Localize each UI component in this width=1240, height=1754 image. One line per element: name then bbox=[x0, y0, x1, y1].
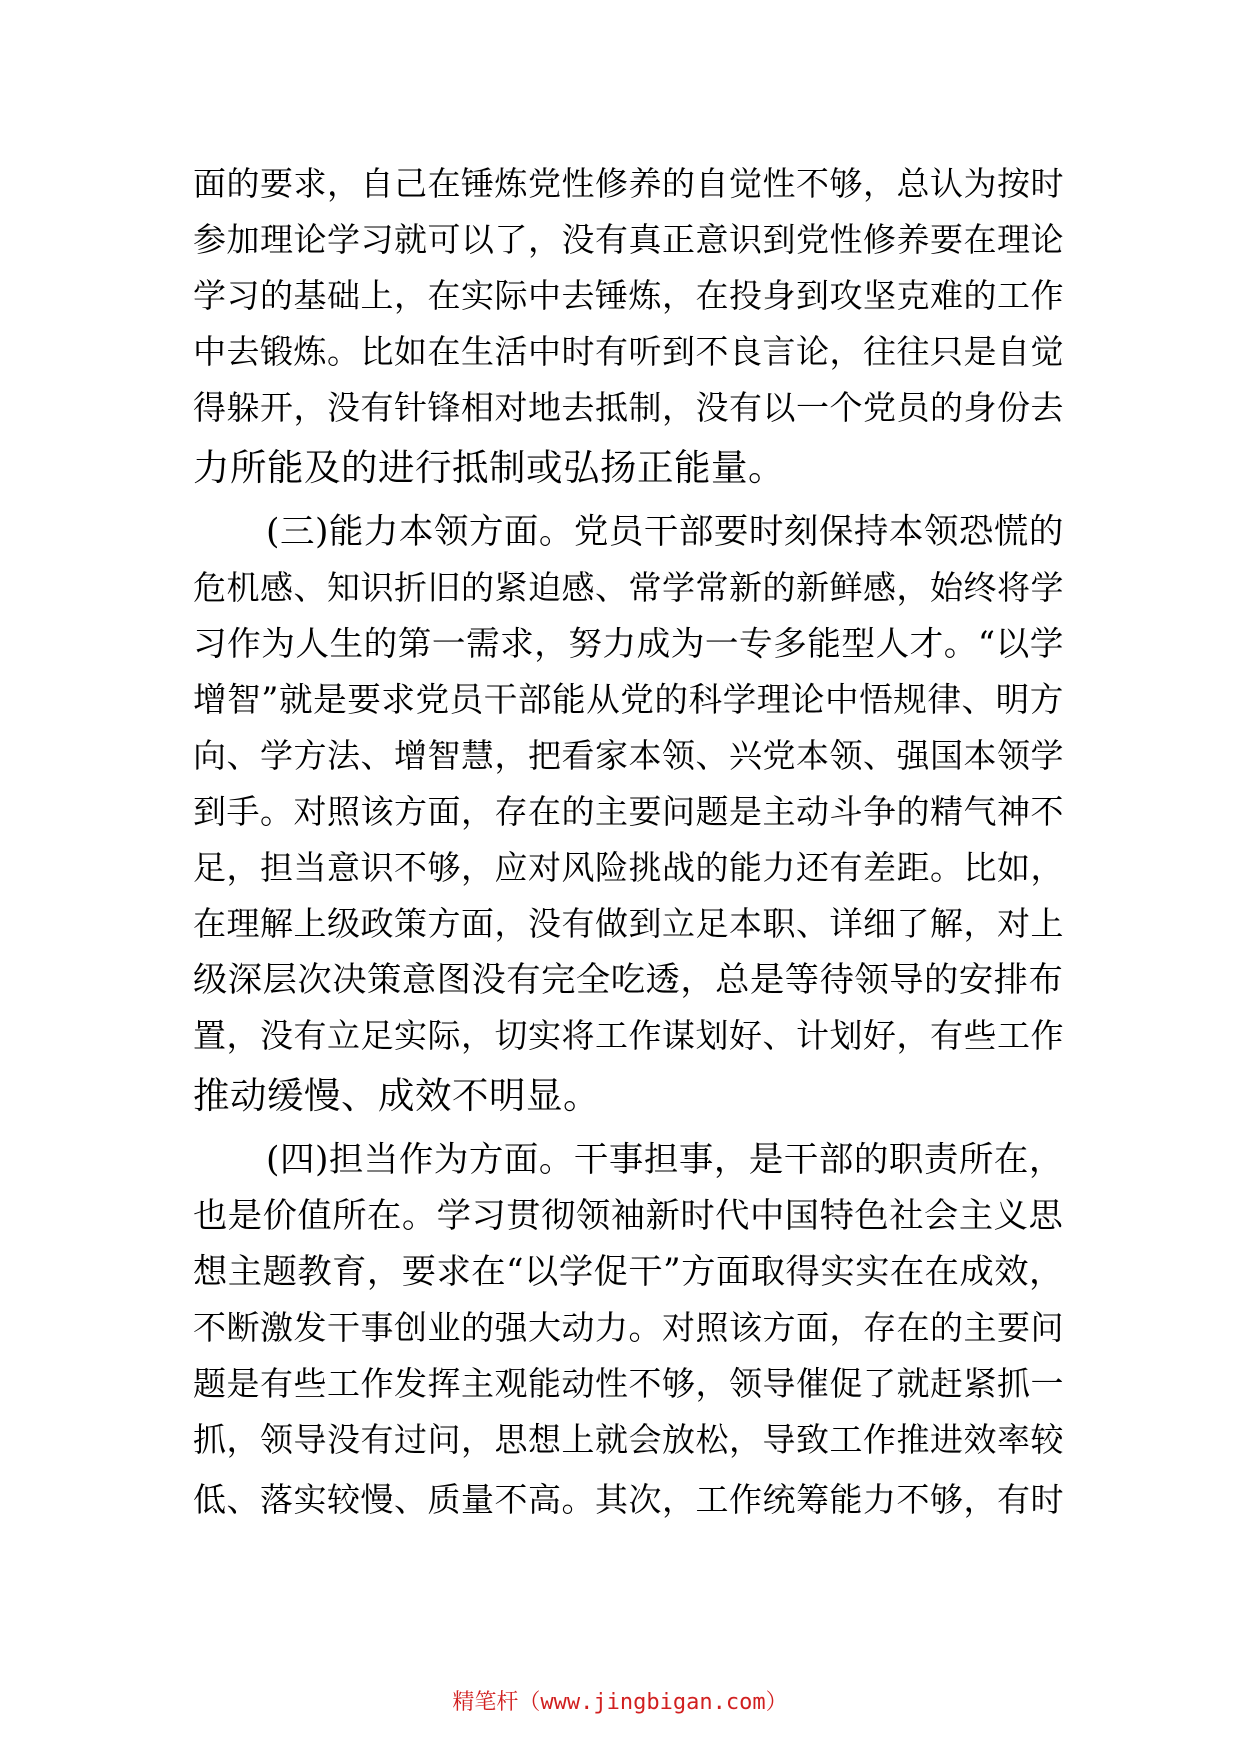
text-line: 题是有些工作发挥主观能动性不够，领导催促了就赶紧抓一 bbox=[193, 1364, 1064, 1403]
text-line: 参加理论学习就可以了，没有真正意识到党性修养要在理论 bbox=[193, 220, 1064, 259]
text-line: 力所能及的进行抵制或弘扬正能量。 bbox=[193, 446, 785, 489]
text-line: 不断激发干事创业的强大动力。对照该方面，存在的主要问 bbox=[193, 1308, 1064, 1347]
text-line: 也是价值所在。学习贯彻领袖新时代中国特色社会主义思 bbox=[193, 1196, 1064, 1236]
text-line: 学习的基础上，在实际中去锤炼，在投身到攻坚克难的工作 bbox=[193, 276, 1064, 315]
text-line: 到手。对照该方面，存在的主要问题是主动斗争的精气神不 bbox=[193, 792, 1064, 831]
text-line: 推动缓慢、成效不明显。 bbox=[193, 1074, 600, 1117]
text-line: 习作为人生的第一需求，努力成为一专多能型人才。“以学 bbox=[193, 624, 1064, 663]
text-line: 在理解上级政策方面，没有做到立足本职、详细了解，对上 bbox=[193, 904, 1064, 943]
text-line: 向、学方法、增智慧，把看家本领、兴党本领、强国本领学 bbox=[193, 736, 1064, 775]
text-line: 低、落实较慢、质量不高。其次，工作统筹能力不够，有时 bbox=[193, 1480, 1064, 1519]
text-line: 想主题教育，要求在“以学促干”方面取得实实在在成效， bbox=[193, 1252, 1064, 1292]
paragraph-heading-line: (四)担当作为方面。干事担事，是干部的职责所在， bbox=[266, 1140, 1064, 1180]
text-line: 足，担当意识不够，应对风险挑战的能力还有差距。比如， bbox=[193, 848, 1064, 887]
text-line: 得躲开，没有针锋相对地去抵制，没有以一个党员的身份去 bbox=[193, 388, 1064, 427]
text-line: 面的要求，自己在锤炼党性修养的自觉性不够，总认为按时 bbox=[193, 164, 1064, 203]
text-line: 级深层次决策意图没有完全吃透，总是等待领导的安排布 bbox=[193, 960, 1064, 1000]
paragraph-heading-line: (三)能力本领方面。党员干部要时刻保持本领恐慌的 bbox=[266, 512, 1064, 552]
text-line: 危机感、知识折旧的紧迫感、常学常新的新鲜感，始终将学 bbox=[193, 568, 1064, 607]
text-line: 中去锻炼。比如在生活中时有听到不良言论，往往只是自觉 bbox=[193, 332, 1064, 371]
footer-watermark: 精笔杆（www.jingbigan.com） bbox=[452, 1690, 788, 1715]
text-line: 增智”就是要求党员干部能从党的科学理论中悟规律、明方 bbox=[193, 680, 1064, 719]
text-line: 抓，领导没有过问，思想上就会放松，导致工作推进效率较 bbox=[193, 1420, 1064, 1459]
text-line: 置，没有立足实际，切实将工作谋划好、计划好，有些工作 bbox=[193, 1016, 1064, 1055]
